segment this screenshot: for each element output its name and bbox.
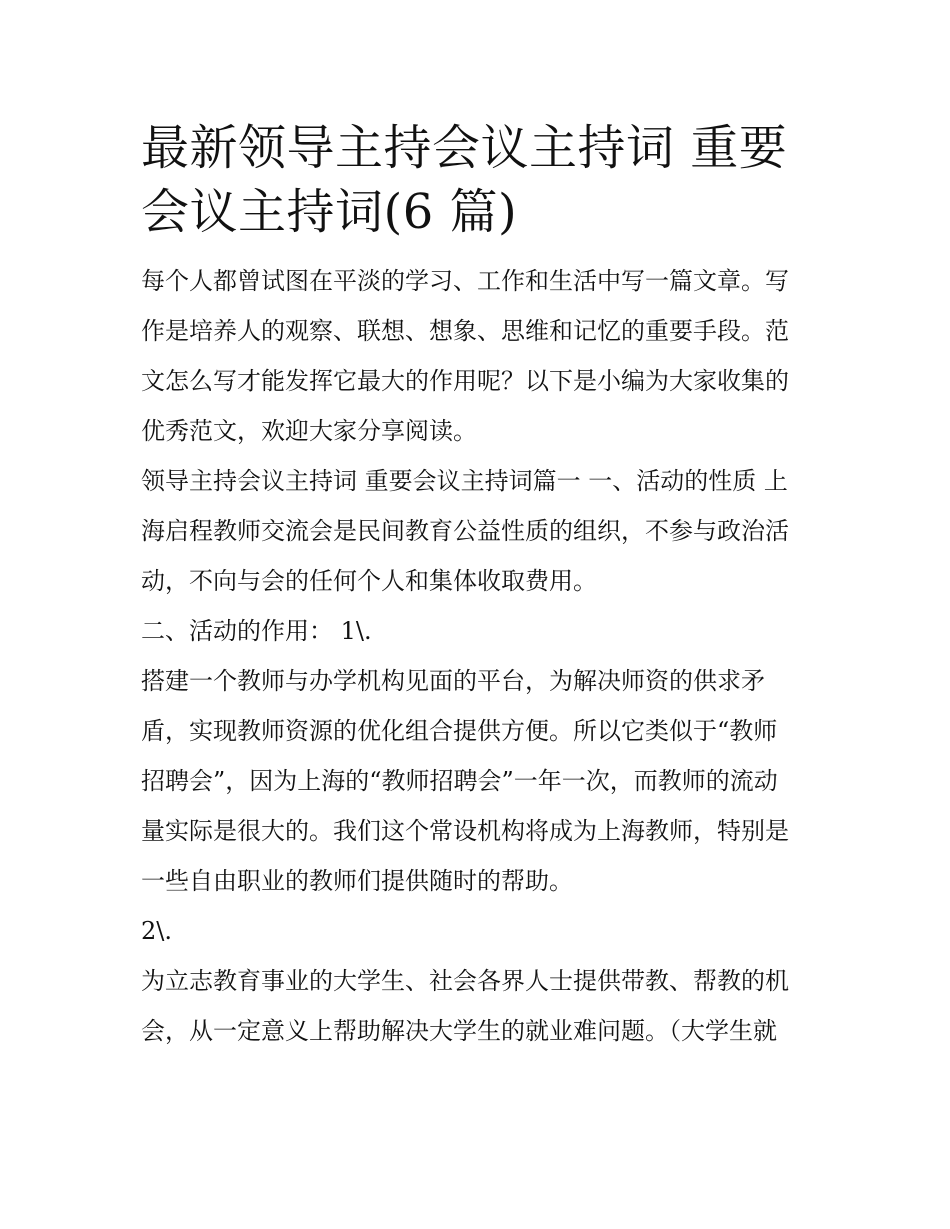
text-line: 每个人都曾试图在平淡的学习、工作和生活中写一篇文章。写 — [141, 267, 789, 295]
document-content — [141, 116, 813, 1056]
text-line: 作是培养人的观察、联想、想象、思维和记忆的重要手段。范 — [141, 317, 789, 345]
text-line: 搭建一个教师与办学机构见面的平台，为解决师资的供求矛 — [141, 667, 765, 695]
document-title — [141, 116, 813, 244]
text-line: 为立志教育事业的大学生、社会各界人士提供带教、帮教的机 — [141, 967, 789, 995]
text-line: 领导主持会议主持词 重要会议主持词篇一 一、活动的性质 上 — [141, 467, 788, 495]
text-line: 优秀范文，欢迎大家分享阅读。 — [141, 417, 477, 445]
title-line: 最新领导主持会议主持词 重要 — [141, 120, 788, 176]
text-line: 2\. — [141, 917, 172, 945]
text-line: 动，不向与会的任何个人和集体收取费用。 — [141, 567, 597, 595]
text-line: 会，从一定意义上帮助解决大学生的就业难问题。（大学生就 — [141, 1017, 777, 1045]
text-line: 盾，实现教师资源的优化组合提供方便。所以它类似于“教师 — [141, 717, 778, 745]
text-line: 量实际是很大的。我们这个常设机构将成为上海教师，特别是 — [141, 817, 789, 845]
paragraph-section-two-heading — [141, 606, 813, 656]
title-line: 会议主持词(6 篇) — [141, 184, 518, 240]
paragraph-point-one — [141, 656, 813, 906]
text-line: 文怎么写才能发挥它最大的作用呢？以下是小编为大家收集的 — [141, 367, 789, 395]
paragraph-point-two-number — [141, 906, 813, 956]
text-line: 招聘会”，因为上海的“教师招聘会”一年一次，而教师的流动 — [141, 767, 778, 795]
paragraph-point-two — [141, 956, 813, 1056]
document-body — [141, 256, 813, 1056]
text-line: 海启程教师交流会是民间教育公益性质的组织，不参与政治活 — [141, 517, 789, 545]
text-line: 一些自由职业的教师们提供随时的帮助。 — [141, 867, 573, 895]
paragraph-intro — [141, 256, 813, 456]
paragraph-section-one — [141, 456, 813, 606]
text-line: 二、活动的作用： 1\. — [141, 617, 372, 645]
